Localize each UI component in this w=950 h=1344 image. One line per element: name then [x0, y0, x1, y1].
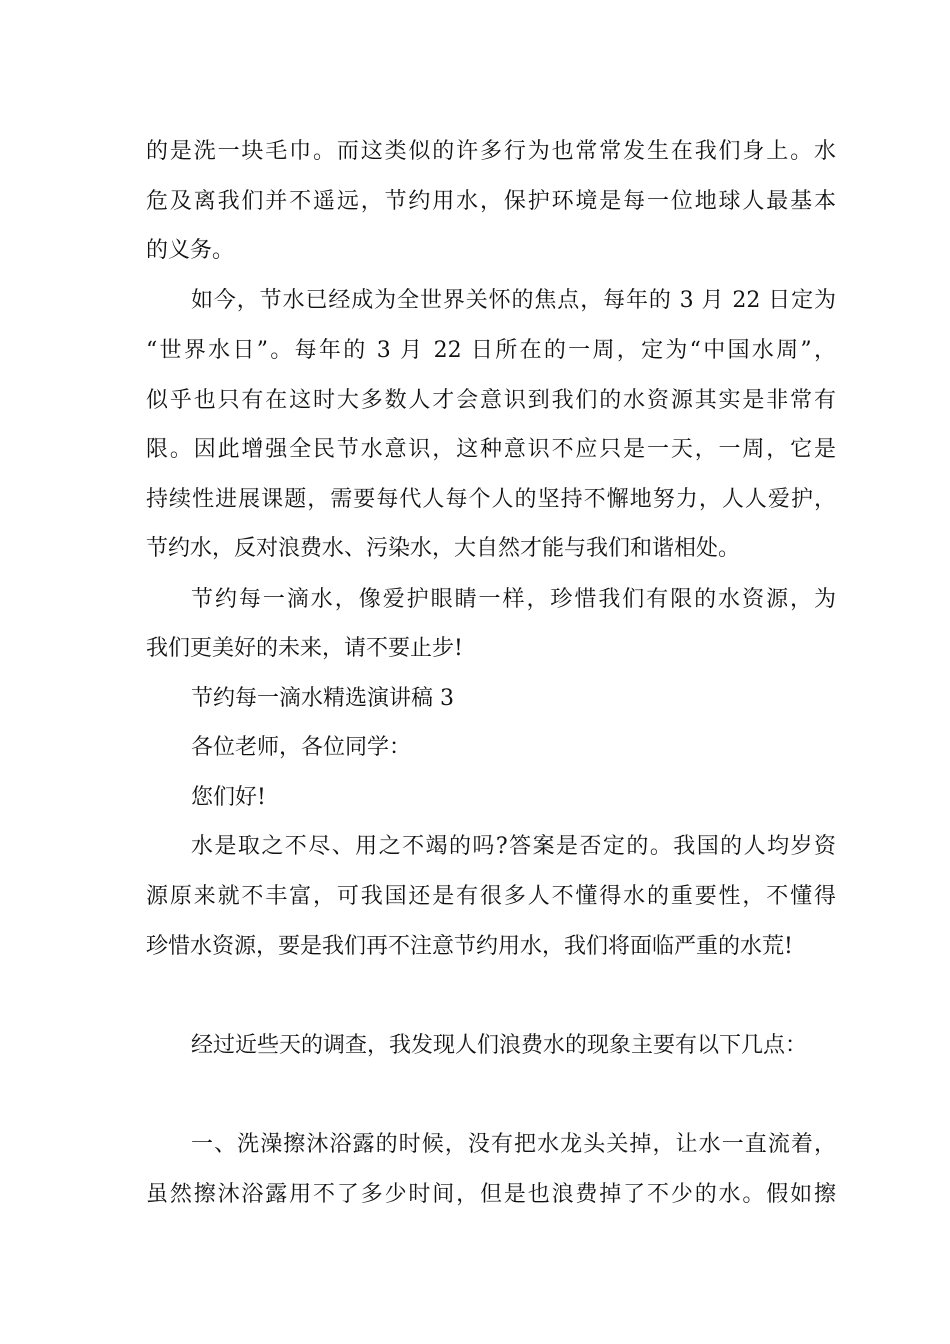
paragraph-first-line: 水是取之不尽、用之不竭的吗?答案是否定的。我国的人均岁资: [191, 834, 836, 859]
text-line: “世界水日”。每年的 3 月 22 日所在的一周，定为“中国水周”，: [146, 338, 836, 363]
paragraph-first-line: 一、洗澡擦沐浴露的时候，没有把水龙头关掉，让水一直流着，: [191, 1132, 836, 1157]
text-line: 源原来就不丰富，可我国还是有很多人不懂得水的重要性，不懂得: [146, 884, 836, 909]
greeting: 您们好!: [191, 785, 266, 810]
paragraph-first-line: 节约每一滴水，像爱护眼睛一样，珍惜我们有限的水资源，为: [191, 587, 836, 612]
text-line: 危及离我们并不遥远，节约用水，保护环境是每一位地球人最基本: [146, 189, 836, 214]
text-line: 的是洗一块毛巾。而这类似的许多行为也常常发生在我们身上。水: [146, 139, 836, 164]
text-line: 持续性进展课题，需要每代人每个人的坚持不懈地努力，人人爱护，: [146, 487, 836, 512]
text-line: 似乎也只有在这时大多数人才会意识到我们的水资源其实是非常有: [146, 388, 836, 413]
text-line: 节约水，反对浪费水、污染水，大自然才能与我们和谐相处。: [146, 536, 741, 561]
text-line: 虽然擦沐浴露用不了多少时间，但是也浪费掉了不少的水。假如擦: [146, 1182, 836, 1207]
text-line: 限。因此增强全民节水意识，这种意识不应只是一天，一周，它是: [146, 437, 836, 462]
paragraph-first-line: 经过近些天的调查，我发现人们浪费水的现象主要有以下几点：: [191, 1033, 808, 1058]
section-heading: 节约每一滴水精选演讲稿 3: [191, 686, 454, 711]
paragraph-first-line: 如今，节水已经成为全世界关怀的焦点，每年的 3 月 22 日定为: [191, 288, 836, 313]
salutation: 各位老师，各位同学：: [191, 735, 412, 760]
text-line: 我们更美好的未来，请不要止步!: [146, 636, 463, 661]
text-line: 的义务。: [146, 238, 235, 263]
text-line: 珍惜水资源，要是我们再不注意节约用水，我们将面临严重的水荒!: [146, 934, 793, 959]
